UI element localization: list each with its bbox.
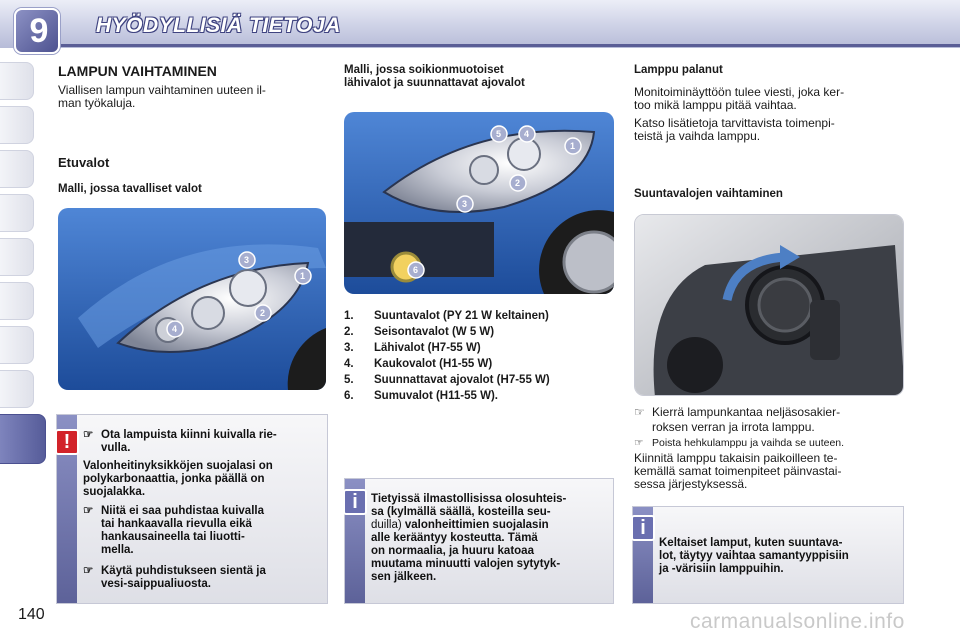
intro-line: man työkaluja. xyxy=(58,96,136,110)
pointing-hand-icon: ☞ xyxy=(83,565,94,577)
warning-bullet-text: vulla. xyxy=(101,442,131,454)
step-text: Kierrä lampunkantaa neljäsosakier- xyxy=(652,405,841,419)
info-text: ja -värisiin lamppuihin. xyxy=(659,563,784,575)
info-icon: i xyxy=(631,515,655,541)
side-tab[interactable] xyxy=(0,238,34,276)
side-tab[interactable] xyxy=(0,106,34,144)
side-tab[interactable] xyxy=(0,62,34,100)
info-text: sen jälkeen. xyxy=(371,571,437,583)
step-text: roksen verran ja irrota lamppu. xyxy=(652,420,815,434)
exclamation-icon: ! xyxy=(55,429,79,455)
paragraph: Kiinnitä lamppu takaisin paikoilleen te- xyxy=(634,451,838,465)
paragraph: teistä ja vaihda lamppu. xyxy=(634,129,761,143)
callout-marker xyxy=(491,126,507,142)
side-tab[interactable] xyxy=(0,370,34,408)
header-rule xyxy=(58,44,960,47)
chapter-title: HYÖDYLLISIÄ TIETOJA xyxy=(96,14,341,37)
warning-bullet-text: Niitä ei saa puhdistaa kuivalla xyxy=(101,505,264,517)
watermark: carmanualsonline.info xyxy=(690,610,905,633)
step-text: Poista hehkulamppu ja vaihda se uuteen. xyxy=(652,437,845,449)
paragraph: sessa järjestyksessä. xyxy=(634,477,748,491)
info-text: duilla) xyxy=(371,519,405,531)
warning-box xyxy=(56,414,328,604)
bulb-list xyxy=(344,308,624,404)
svg-text:4: 4 xyxy=(524,129,530,139)
info-text: muutama minuutti valojen sytytyk- xyxy=(371,558,561,570)
pointing-hand-icon: ☞ xyxy=(634,405,645,419)
side-tab[interactable] xyxy=(0,326,34,364)
page-number: 140 xyxy=(18,606,45,623)
chapter-side-tabs xyxy=(0,62,44,470)
info-text: Keltaiset lamput, kuten suuntava- xyxy=(659,537,843,549)
headlight-photo-oval xyxy=(344,112,614,294)
warning-bullet-text: Ota lampuista kiinni kuivalla rie- xyxy=(101,429,277,441)
svg-text:2: 2 xyxy=(515,178,521,188)
list-item: 6. Sumuvalot (H11-55 W). xyxy=(344,390,498,402)
info-text: alle kerääntyy kosteutta. Tämä xyxy=(371,532,538,544)
pointing-hand-icon: ☞ xyxy=(83,429,94,441)
callout-marker xyxy=(295,268,311,284)
side-tab[interactable] xyxy=(0,194,34,232)
intro-line: Viallisen lampun vaihtaminen uuteen il- xyxy=(58,83,266,97)
list-item: 2. Seisontavalot (W 5 W) xyxy=(344,326,495,338)
info-text: valonheittimien suojalasin xyxy=(404,519,549,531)
list-item: 1. Suuntavalot (PY 21 W keltainen) xyxy=(344,310,549,322)
callout-marker xyxy=(239,252,255,268)
svg-text:3: 3 xyxy=(462,199,468,209)
side-tab-active[interactable] xyxy=(0,414,46,464)
warning-paragraph: Valonheitinyksikköjen suojalasi on xyxy=(83,460,273,472)
list-item: 4. Kaukovalot (H1-55 W) xyxy=(344,358,493,370)
model-heading: Malli, jossa tavalliset valot xyxy=(58,183,202,195)
warning-bullet-text: tai hankaavalla rievulla eikä xyxy=(101,518,252,530)
callout-marker xyxy=(510,175,526,191)
info-text: Tietyissä ilmastollisissa olosuhteis- xyxy=(371,493,567,505)
svg-text:4: 4 xyxy=(172,324,178,334)
pointing-hand-icon: ☞ xyxy=(83,505,94,517)
callout-marker xyxy=(167,321,183,337)
section-heading: LAMPUN VAIHTAMINEN xyxy=(58,63,217,79)
info-icon: i xyxy=(343,489,367,515)
chapter-number: 9 xyxy=(29,12,49,50)
section-heading-bulb-failed: Lamppu palanut xyxy=(634,64,723,76)
svg-text:2: 2 xyxy=(260,308,266,318)
callout-marker xyxy=(408,262,424,278)
info-text: sa (kylmällä säällä, kosteilla seu- xyxy=(371,506,551,518)
callout-marker xyxy=(519,126,535,142)
svg-text:5: 5 xyxy=(496,129,502,139)
info-box-moisture xyxy=(344,478,614,604)
model-heading-oval: lähivalot ja suunnattavat ajovalot xyxy=(344,77,525,89)
callout-marker xyxy=(565,138,581,154)
warning-bullet-text: hankausaineella tai liuotti- xyxy=(101,531,245,543)
warning-bullet-text: vesi-saippualiuosta. xyxy=(101,578,211,590)
subheading-indicators: Suuntavalojen vaihtaminen xyxy=(634,188,783,200)
side-tab[interactable] xyxy=(0,150,34,188)
info-text: lot, täytyy vaihtaa samantyyppisiin xyxy=(659,550,849,562)
warning-bullet-text: Käytä puhdistukseen sientä ja xyxy=(101,565,266,577)
chapter-tab xyxy=(14,8,60,54)
svg-text:1: 1 xyxy=(570,141,576,151)
pointing-hand-icon: ☞ xyxy=(634,437,644,449)
info-text: , ja huuru katoaa xyxy=(442,545,534,557)
list-item: 5. Suunnattavat ajovalot (H7-55 W) xyxy=(344,374,550,386)
side-tab[interactable] xyxy=(0,282,34,320)
warning-paragraph: polykarbonaattia, jonka päällä on xyxy=(83,473,265,485)
svg-text:1: 1 xyxy=(300,271,306,281)
headlight-photo-standard xyxy=(58,208,326,390)
paragraph: too mikä lamppu pitää vaihtaa. xyxy=(634,98,797,112)
warning-paragraph: suojalakka. xyxy=(83,486,146,498)
svg-text:6: 6 xyxy=(413,265,419,275)
svg-text:3: 3 xyxy=(244,255,250,265)
callout-marker xyxy=(255,305,271,321)
indicator-bulb-photo xyxy=(634,214,904,396)
paragraph: Monitoiminäyttöön tulee viesti, joka ker- xyxy=(634,85,845,99)
model-heading-oval: Malli, jossa soikionmuotoiset xyxy=(344,64,504,76)
subheading-front-lights: Etuvalot xyxy=(58,155,110,170)
info-text: on normaalia xyxy=(371,545,443,557)
paragraph: Katso lisätietoja tarvittavista toimenpi- xyxy=(634,116,835,130)
callout-marker xyxy=(457,196,473,212)
warning-bullet-text: mella. xyxy=(101,544,134,556)
paragraph: kemällä samat toimenpiteet päinvastai- xyxy=(634,464,842,478)
info-box-amber-bulbs xyxy=(632,506,904,604)
list-item: 3. Lähivalot (H7-55 W) xyxy=(344,342,481,354)
